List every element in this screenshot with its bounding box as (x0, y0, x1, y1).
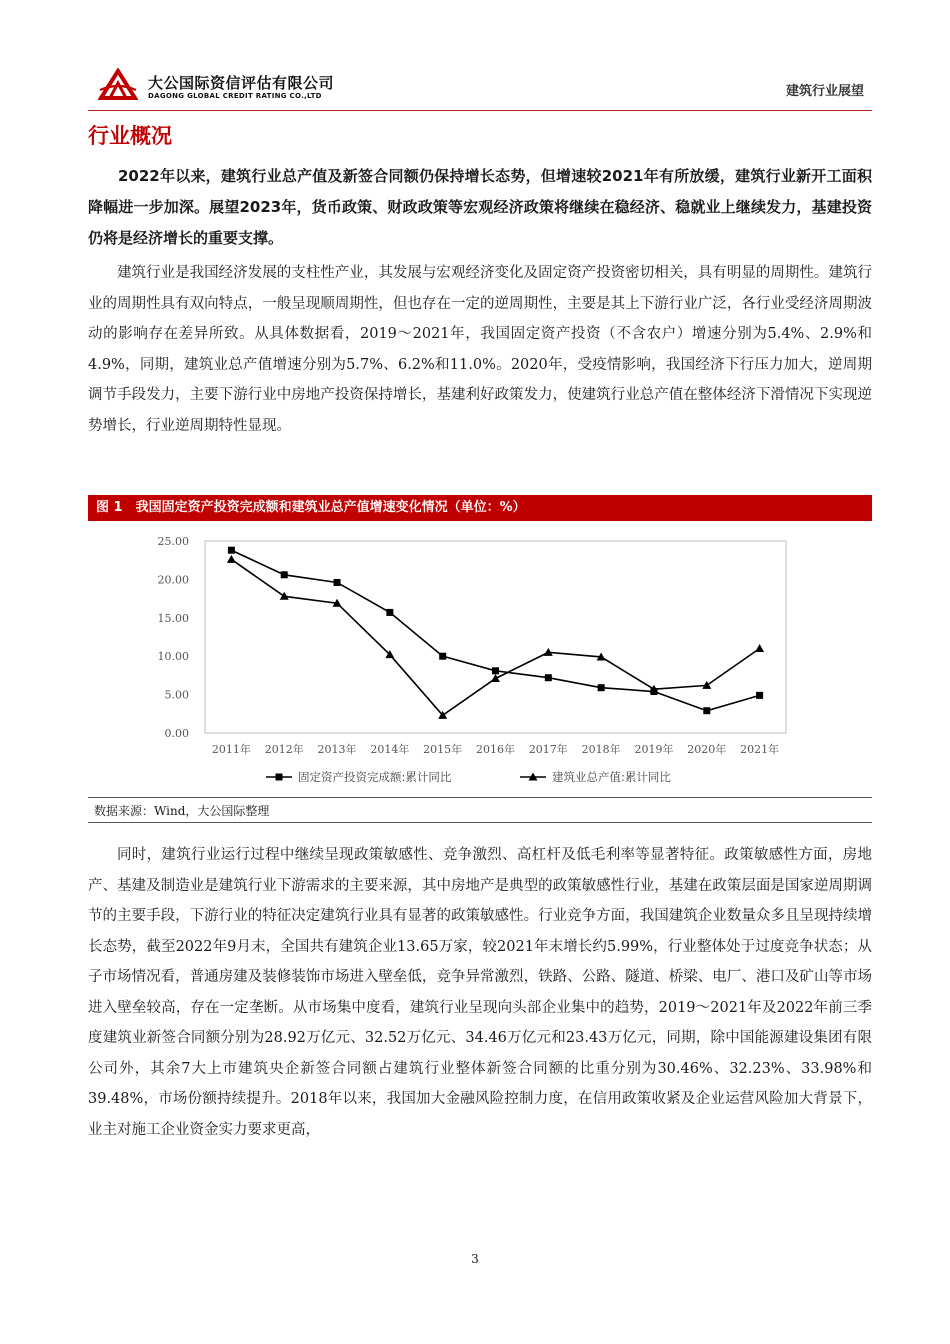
legend-label-1: 固定资产投资完成额:累计同比 (298, 770, 452, 784)
y-tick-label: 15.00 (157, 611, 189, 625)
x-tick-label: 2020年 (687, 743, 727, 756)
x-tick-label: 2018年 (581, 743, 621, 756)
x-tick-label: 2017年 (528, 743, 568, 756)
company-name-en: DAGONG GLOBAL CREDIT RATING CO.,LTD (148, 92, 322, 100)
series-1-point (545, 674, 552, 681)
x-tick-label: 2019年 (634, 743, 674, 756)
series-2-point (491, 674, 500, 682)
x-tick-label: 2011年 (211, 743, 251, 756)
series-2-point (227, 555, 236, 563)
page-header (88, 64, 872, 111)
x-tick-label: 2015年 (423, 743, 463, 756)
y-tick-label: 20.00 (157, 573, 189, 587)
dagong-logo-icon (98, 68, 138, 102)
series-2-point (755, 644, 764, 652)
y-tick-label: 0.00 (164, 727, 189, 740)
x-tick-label: 2012年 (264, 743, 304, 756)
body-paragraph-2: 同时，建筑行业运行过程中继续呈现政策敏感性、竞争激烈、高杠杆及低毛利率等显著特征。政策敏感性方面，房地产、基建及制造业是建筑行业下游需求的主要来源，其中房地产是典型的政策敏感性行业，基建在政策层面是国家逆周期调节的主要手段，下游行业的特征决定建筑行业具有显著的政策敏感性。行业竞争方面，我国建筑企业数量众多且呈现持续增长态势，截至2022年9月末，全国共有建筑企业13.65万家，较2021年末增长约5.99%，行业整体处于过度竞争状态；从子市场情况看，普通房建及装修装饰市场进入壁垒低，竞争异常激烈，铁路、公路、隧道、桥梁、电厂、港口及矿山等市场进入壁垒较高，存在一定垄断。从市场集中度看，建筑行业呈现向头部企业集中的趋势，2019～2021年及2022年前三季度建筑业新签合同额分别为28.92万亿元、32.52万亿元、34.46万亿元和23.43万亿元，同期，除中国能源建设集团有限公司外，其余7大上市建筑央企新签合同额占建筑行业整体新签合同额的比重分别为30.46%、32.23%、33.98%和39.48%，市场份额持续提升。2018年以来，我国加大金融风险控制力度，在信用政策收紧及企业运营风险加大背景下，业主对施工企业资金实力要求更高， (88, 847, 872, 1138)
chart-canvas (88, 521, 872, 796)
series-1-point (756, 692, 763, 699)
x-tick-label: 2021年 (740, 743, 780, 756)
x-tick-label: 2013年 (317, 743, 357, 756)
y-tick-label: 10.00 (157, 650, 189, 664)
body-paragraph-1: 建筑行业是我国经济发展的支柱性产业，其发展与宏观经济变化及固定资产投资密切相关，具有明显的周期性。建筑行业的周期性具有双向特点，一般呈现顺周期性，但也存在一定的逆周期性，主要是其上下游行业广泛，各行业受经济周期波动的影响存在差异所致。从具体数据看，2019～2021年，我国固定资产投资（不含农户）增速分别为5.4%、2.9%和4.9%，同期，建筑业总产值增速分别为5.7%、6.2%和11.0%。2020年，受疫情影响，我国经济下行压力加大，逆周期调节手段发力，主要下游行业中房地产投资保持增长，基建利好政策发力，使建筑行业总产值在整体经济下滑情况下实现逆势增长，行业逆周期特性显现。 (88, 265, 872, 434)
y-tick-label: 25.00 (157, 535, 189, 548)
series-1-point (703, 707, 710, 714)
company-name-cn: 大公国际资信评估有限公司 (148, 74, 335, 92)
line-chart (88, 521, 872, 796)
x-tick-label: 2016年 (476, 743, 515, 756)
y-tick-label: 5.00 (164, 688, 189, 702)
series-1-point (598, 684, 605, 691)
series-1-point (386, 609, 393, 616)
figure-title: 图 1 我国固定资产投资完成额和建筑业总产值增速变化情况（单位：%） (88, 495, 872, 521)
summary-paragraph: 2022年以来，建筑行业总产值及新签合同额仍保持增长态势，但增速较2021年有所放缓，建筑行业新开工面积降幅进一步加深。展望2023年，货币政策、财政政策等宏观经济政策将继续在稳经济、稳就业上继续发力，基建投资仍将是经济增长的重要支撑。 (88, 167, 872, 247)
plot-area (205, 541, 786, 733)
series-1-point (492, 667, 499, 674)
legend-marker-1 (276, 774, 283, 781)
data-source: 数据来源：Wind，大公国际整理 (88, 797, 872, 823)
series-1-point (228, 547, 235, 554)
series-2-point (280, 592, 289, 600)
page-number: 3 (471, 1252, 479, 1266)
report-title: 建筑行业展望 (785, 84, 864, 99)
series-1-point (334, 579, 341, 586)
series-1-point (281, 571, 288, 578)
series-line-2 (231, 559, 759, 715)
series-1-point (439, 653, 446, 660)
x-tick-label: 2014年 (370, 743, 410, 756)
legend-label-2: 建筑业总产值:累计同比 (552, 770, 671, 784)
section-title: 行业概况 (88, 124, 172, 148)
